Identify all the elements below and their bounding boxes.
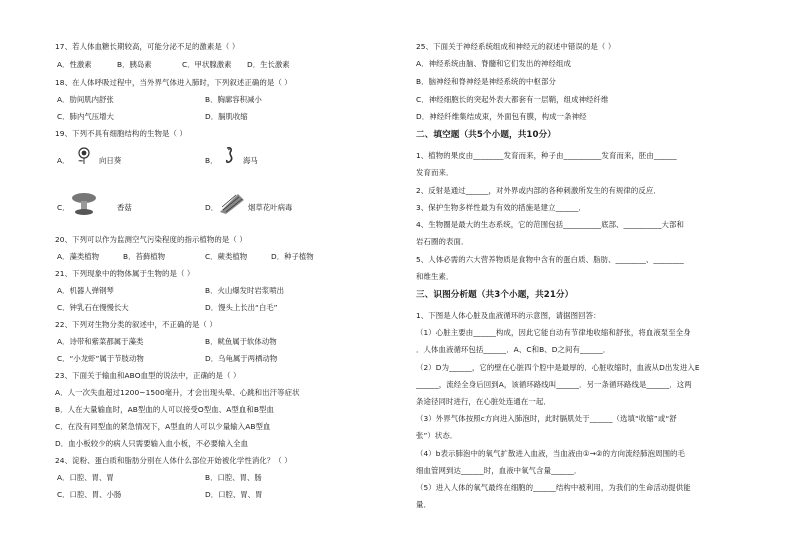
q19-option-a-label: 向日葵 [99, 156, 122, 165]
question-21: 21、下列现象中的物体属于生物的是（ ） [55, 269, 195, 278]
q17-option-d: D．生长激素 [247, 60, 290, 69]
q18-option-b: B．胸廓容积减小 [205, 95, 262, 104]
seahorse-icon [217, 146, 241, 164]
fill-in-4-cont: 岩石圈的表面． [416, 237, 469, 246]
diagram-q1-part4-cont: 细血管网到达______时，血液中氧气含量______． [416, 466, 582, 475]
q21-option-a: A．机器人弹钢琴 [57, 286, 114, 295]
tobacco-mosaic-virus-icon [218, 192, 246, 216]
q24-option-d: D．口腔、胃、胃 [205, 490, 263, 499]
q17-option-b: B．胰岛素 [117, 60, 152, 69]
section-diagram-title: 三、识图分析题（共3个小题，共21分） [416, 290, 574, 300]
q19-option-a-letter: A． [57, 156, 70, 165]
diagram-q1-part1-cont: ．人体血液循环包括______．A、C和B、D之间有______． [416, 345, 611, 354]
fill-in-4: 4、生物圈是最大的生态系统，它的范围包括__________底部、__________大部和 [416, 220, 684, 229]
diagram-q1-part2-cont: ______，流经全身后回到A，该循环路线叫______．另一条循环路线是______．这两 [416, 380, 692, 389]
section-fill-in-title: 二、填空题（共5个小题，共10分） [416, 130, 556, 140]
q22-option-b: B．鱿鱼属于软体动物 [205, 337, 277, 346]
fill-in-1: 1、植物的果皮由________发育而来，种子由__________发育而来，胚由______ [416, 151, 677, 160]
q22-option-d: D．乌龟属于两栖动物 [205, 354, 278, 363]
q19-option-b-letter: B． [205, 156, 218, 165]
q18-option-d: D．膈肌收缩 [205, 112, 248, 121]
question-20: 20、下列可以作为监测空气污染程度的指示植物的是（ ） [55, 235, 247, 244]
diagram-q1-intro: 1、下图是人体心脏及血液循环的示意图，请据图回答： [416, 311, 601, 320]
q24-option-a: A．口腔、胃、胃 [57, 473, 114, 482]
sunflower-icon [72, 146, 96, 164]
question-19: 19、下列不具有细胞结构的生物是（ ） [55, 129, 187, 138]
diagram-q1-part5: （5）进入人体的氧气最终在细胞的______结构中被利用，为我们的生命活动提供能 [416, 483, 691, 492]
q20-option-d: D．种子植物 [271, 252, 314, 261]
q18-option-c: C．肺内气压增大 [57, 112, 114, 121]
q19-option-c-letter: C． [57, 203, 70, 212]
q23-option-c: C．在没有同型血的紧急情况下，A型血的人可以少量输入AB型血 [55, 422, 271, 431]
q25-option-a: A．神经系统由脑、脊髓和它们发出的神经组成 [416, 59, 571, 68]
q19-option-d-label: 烟草花叶病毒 [248, 203, 293, 212]
q25-option-c: C．神经细胞长的突起外表大都套有一层鞘，组成神经纤维 [416, 95, 609, 104]
fill-in-5-cont: 和维生素． [416, 272, 454, 281]
fill-in-3: 3、保护生物多样性最为有效的措施是建立______． [416, 203, 586, 212]
q23-option-d: D．血小板较少的病人只需要输入血小板，不必要输入全血 [55, 439, 249, 448]
q19-option-d-letter: D． [205, 203, 219, 212]
question-18: 18、在人体呼吸过程中，当外界气体进入肺时，下列叙述正确的是（ ） [55, 78, 292, 87]
question-25: 25、下面关于神经系统组成和神经元的叙述中错误的是（ ） [416, 42, 616, 51]
question-24: 24、淀粉、蛋白质和脂肪分别在人体什么部位开始被化学性消化？（ ） [55, 456, 292, 465]
diagram-q1-part2-cont2: 条途径同时进行，在心脏处连通在一起． [416, 397, 551, 406]
diagram-q1-part4: （4）b表示肺泡中的氧气扩散进入血液，当血液由①→②的方向流经肺泡周围的毛 [416, 449, 686, 458]
fill-in-5: 5、人体必需的六大营养物质是食物中含有的蛋白质、脂肪、________、________ [416, 255, 684, 264]
q19-option-b-label: 海马 [243, 156, 258, 165]
fill-in-2: 2、反射是通过______，对外界或内部的各种刺激所发生的有规律的反应． [416, 186, 661, 195]
q21-option-b: B．火山爆发时岩浆喷出 [205, 286, 284, 295]
q20-option-c: C．蕨类植物 [205, 252, 248, 261]
q23-option-a: A．人一次失血超过1200~1500毫升，才会出现头晕、心跳和出汗等症状 [55, 388, 300, 397]
q20-option-b: B．苔藓植物 [123, 252, 166, 261]
q18-option-a: A．肋间肌内舒张 [57, 95, 114, 104]
diagram-q1-part2: （2）D为______，它的壁在心脏四个腔中是最厚的．心脏收缩时，血液从D出发进入E [416, 363, 700, 372]
q22-option-c: C．“小龙虾”属于节肢动物 [57, 354, 144, 363]
q23-option-b: B．人在大量输血时，AB型血的人可以接受O型血、A型血和B型血 [55, 405, 275, 414]
diagram-q1-part3: （3）外界气体按照c方向进入肺泡时，此时膈肌处于______（选填“收缩”或“舒 [416, 414, 677, 423]
question-23: 23、下面关于输血和ABO血型的说法中，正确的是（ ） [55, 371, 241, 380]
diagram-q1-part5-cont: 量． [416, 500, 431, 509]
q22-option-a: A．诗带和紫菜都属于藻类 [57, 337, 144, 346]
q24-option-b: B．口腔、胃、肠 [205, 473, 262, 482]
diagram-q1-part3-cont: 张”）状态． [416, 431, 458, 440]
q25-option-b: B．脑神经和脊神经是神经系统的中枢部分 [416, 77, 557, 86]
q21-option-d: D．馒头上长出“白毛” [205, 303, 278, 312]
q17-option-a: A．性激素 [57, 60, 92, 69]
q25-option-d: D．神经纤维集结成束，外面包有膜，构成一条神经 [416, 112, 587, 121]
q19-option-c-label: 香菇 [117, 203, 132, 212]
fill-in-1-cont: 发育而来． [416, 168, 454, 177]
q20-option-a: A．藻类植物 [57, 252, 100, 261]
diagram-q1-part1: （1）心脏主要由______构成，因此它能自动有节律地收缩和舒张，将血液泵至全身 [416, 328, 691, 337]
q24-option-c: C．口腔、胃、小肠 [57, 490, 122, 499]
mushroom-icon [69, 190, 99, 216]
q21-option-c: C．钟乳石在慢慢长大 [57, 303, 129, 312]
question-17: 17、若人体血糖长期较高，可能分泌不足的激素是（ ） [55, 42, 240, 51]
q17-option-c: C．甲状腺激素 [182, 60, 232, 69]
question-22: 22、下列对生物分类的叙述中，不正确的是（ ） [55, 320, 217, 329]
